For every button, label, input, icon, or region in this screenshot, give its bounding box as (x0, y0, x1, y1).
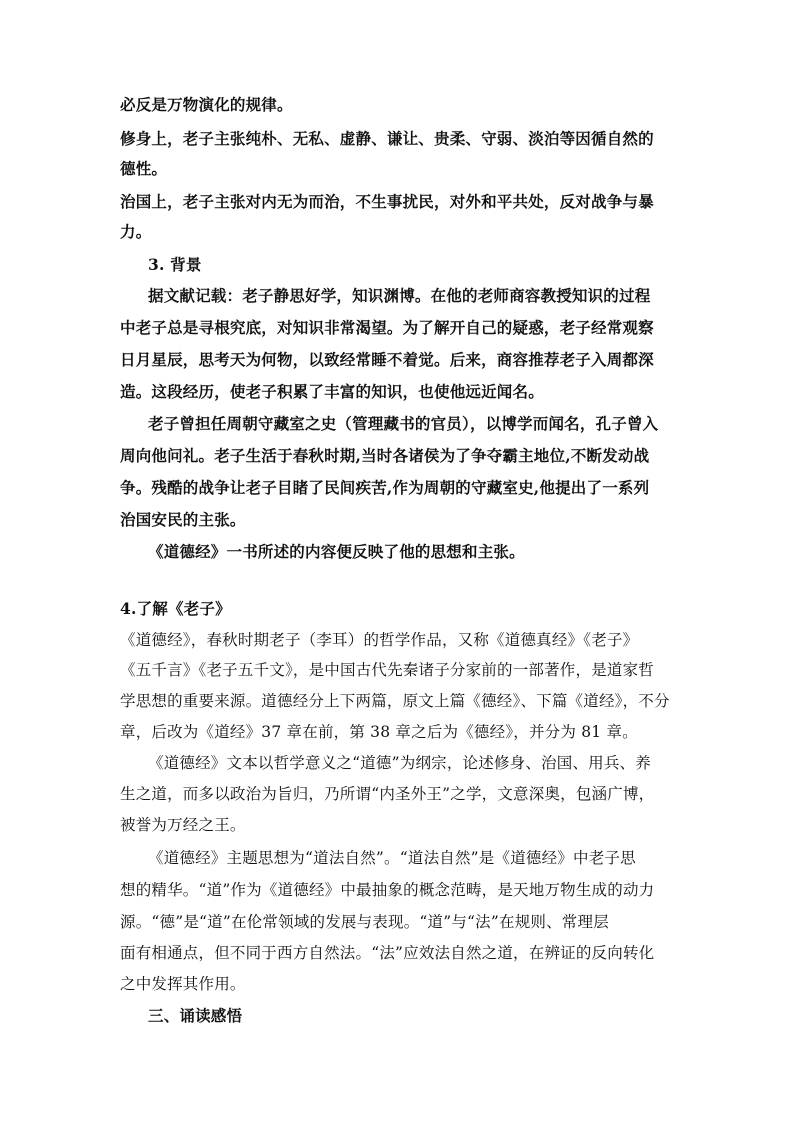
paragraph-line: 必反是万物演化的规律。 (120, 95, 293, 114)
paragraph-line: 力。 (120, 222, 152, 241)
paragraph-line: 源。“德”是“道”在伦常领域的发展与表现。“道”与“法”在规则、常理层 (120, 913, 609, 931)
paragraph-line: 治国上，老子主张对内无为而治，不生事扰民，对外和平共处，反对战争与暴 (120, 192, 654, 211)
paragraph-line: 被誉为万经之王。 (120, 816, 246, 834)
paragraph-line: 之中发挥其作用。 (120, 975, 246, 993)
paragraph-line: 《五千言》《老子五千文》，是中国古代先秦诸子分家前的一部著作，是道家哲 (120, 661, 655, 679)
paragraph-line: 《道德经》，春秋时期老子（李耳）的哲学作品，又称《道德真经》《老子》 (120, 631, 639, 649)
paragraph-line: 章，后改为《道经》37 章在前，第 38 章之后为《德经》，并分为 81 章。 (120, 723, 638, 741)
section-heading: 3. 背景 (148, 255, 202, 274)
paragraph-line: 面有相通点，但不同于西方自然法。“法”应效法自然之道，在辨证的反向转化 (120, 944, 655, 962)
section-heading: 三、诵读感悟 (148, 1006, 243, 1025)
section-heading: 4.了解《老子》 (120, 599, 231, 618)
paragraph-line: 想的精华。“道”作为《道德经》中最抽象的概念范畴，是天地万物生成的动力 (120, 881, 655, 899)
paragraph-line: 争。残酷的战争让老子目睹了民间疾苦,作为周朝的守藏室史,他提出了一系列 (120, 478, 650, 497)
paragraph-line: 周向他问礼。老子生活于春秋时期,当时各诸侯为了争夺霸主地位,不断发动战 (120, 446, 650, 465)
paragraph-line: 中老子总是寻根究底，对知识非常渴望。为了解开自己的疑惑，老子经常观察 (120, 318, 654, 337)
paragraph-line: 老子曾担任周朝守藏室之史（管理藏书的官员），以博学而闻名，孔子曾入 (148, 414, 659, 433)
paragraph-line: 治国安民的主张。 (120, 510, 246, 529)
paragraph-line: 据文献记载：老子静思好学，知识渊博。在他的老师商容教授知识的过程 (148, 286, 651, 305)
paragraph-line: 学思想的重要来源。道德经分上下两篇，原文上篇《德经》、下篇《道经》，不分 (120, 692, 670, 710)
paragraph-line: 修身上，老子主张纯朴、无私、虚静、谦让、贵柔、守弱、淡泊等因循自然的 (120, 129, 654, 148)
paragraph-line: 《道德经》文本以哲学意义之“道德”为纲宗，论述修身、治国、用兵、养 (148, 754, 651, 772)
paragraph-line: 生之道，而多以政治为旨归，乃所谓“内圣外王”之学，文意深奥，包涵广博， (120, 785, 655, 803)
paragraph-line: 造。这段经历，使老子积累了丰富的知识，也使他远近闻名。 (120, 382, 544, 401)
paragraph-line: 《道德经》主题思想为“道法自然”。“道法自然”是《道德经》中老子思 (148, 849, 636, 867)
paragraph-line: 《道德经》一书所述的内容便反映了他的思想和主张。 (148, 542, 525, 561)
paragraph-line: 日月星辰，思考天为何物，以致经常睡不着觉。后来，商容推荐老子入周都深 (120, 350, 654, 369)
paragraph-line: 德性。 (120, 159, 168, 178)
